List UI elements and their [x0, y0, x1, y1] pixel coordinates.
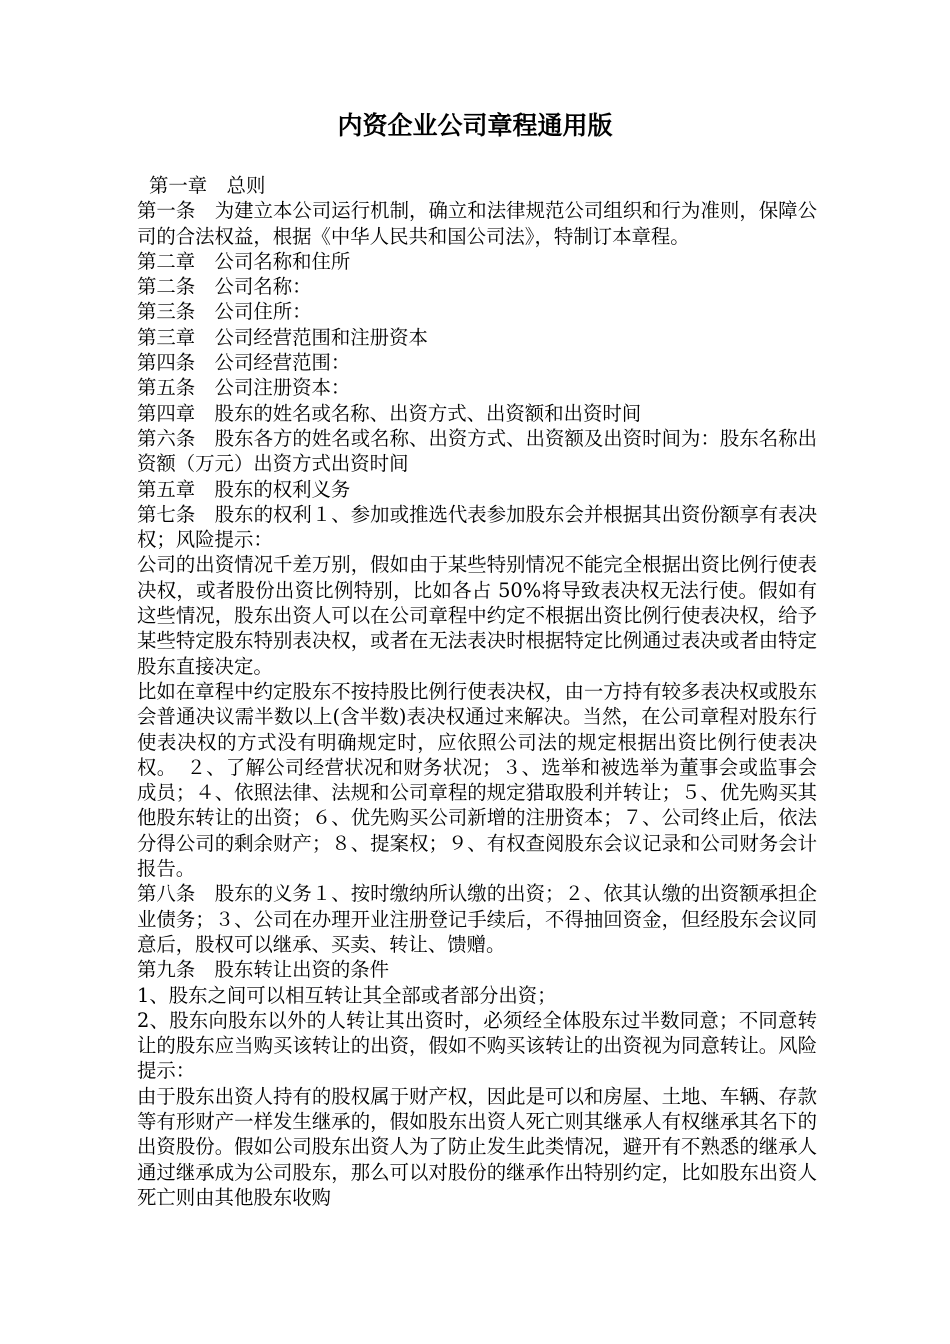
article-9: 第九条 股东转让出资的条件 — [137, 958, 390, 982]
voting-rights-paragraph: 比如在章程中约定股东不按持股比例行使表决权，由一方持有较多表决权或股东会普通决议需半数以上(含半数)表决权通过来解决。当然，在公司章程对股东行使表决权的方式没有明确规定时，应依照公司法的规定根据出资比例行使表决权。 ２、了解公司经营状况和财务状况；３、选举和被选举为董事会或监事会成员；４、依照法律、法规和公司章程的规定猎取股利并转让；５、优先购买其他股东转让的出资；６、优先购买公司新增的注册资本；７、公司终止后，依法分得公司的剩余财产；８、提案权；９、有权查阅股东会议记录和公司财务会计报告。 — [137, 679, 817, 881]
article-6: 第六条 股东各方的姓名或名称、出资方式、出资额及出资时间为：股东名称出资额（万元）出资方式出资时间 — [137, 426, 817, 476]
article-4: 第四条 公司经营范围： — [137, 351, 351, 375]
article-8: 第八条 股东的义务１、按时缴纳所认缴的出资；２、依其认缴的出资额承担企业债务；３、公司在办理开业注册登记手续后，不得抽回资金，但经股东会议同意后，股权可以继承、买卖、转让、馈赠。 — [137, 882, 817, 956]
chapter-1-heading: 第一章 总则 — [149, 174, 266, 197]
transfer-condition-2: 2、股东向股东以外的人转让其出资时，必须经全体股东过半数同意；不同意转让的股东应当购买该转让的出资，假如不购买该转让的出资视为同意转让。风险提示： — [137, 1008, 817, 1083]
inheritance-risk-paragraph: 由于股东出资人持有的股权属于财产权，因此是可以和房屋、土地、车辆、存款等有形财产一样发生继承的，假如股东出资人死亡则其继承人有权继承其名下的出资股份。假如公司股东出资人为了防止发生此类情况，避开有不熟悉的继承人通过继承成为公司股东，那么可以对股份的继承作出特别约定，比如股东出资人死亡则由其他股东收购 — [137, 1084, 817, 1209]
chapter-5-heading: 第五章 股东的权利义务 — [137, 477, 351, 501]
transfer-condition-1: 1、股东之间可以相互转让其全部或者部分出资； — [137, 983, 557, 1007]
article-1: 第一条 为建立本公司运行机制，确立和法律规范公司组织和行为准则，保障公司的合法权益，根据《中华人民共和国公司法》，特制订本章程。 — [137, 199, 817, 248]
article-3: 第三条 公司住所： — [137, 300, 312, 324]
article-2: 第二条 公司名称： — [137, 275, 312, 299]
document-body — [137, 173, 817, 1210]
chapter-4-heading: 第四章 股东的姓名或名称、出资方式、出资额和出资时间 — [137, 401, 642, 425]
risk-note-paragraph: 公司的出资情况千差万别，假如由于某些特别情况不能完全根据出资比例行使表决权，或者股份出资比例特别，比如各占 50%将导致表决权无法行使。假如有这些情况，股东出资人可以在公司章程中约定不根据出资比例行使表决权，给予某些特定股东特别表决权，或者在无法表决时根据特定比例通过表决或者由特定股东直接决定。 — [137, 553, 817, 678]
chapter-3-heading: 第三章 公司经营范围和注册资本 — [137, 325, 428, 349]
article-5: 第五条 公司注册资本： — [137, 376, 351, 400]
document-title: 内资企业公司章程通用版 — [337, 111, 613, 140]
chapter-2-heading: 第二章 公司名称和住所 — [137, 249, 351, 273]
article-7: 第七条 股东的权利１、参加或推选代表参加股东会并根据其出资份额享有表决权；风险提示： — [137, 502, 817, 552]
